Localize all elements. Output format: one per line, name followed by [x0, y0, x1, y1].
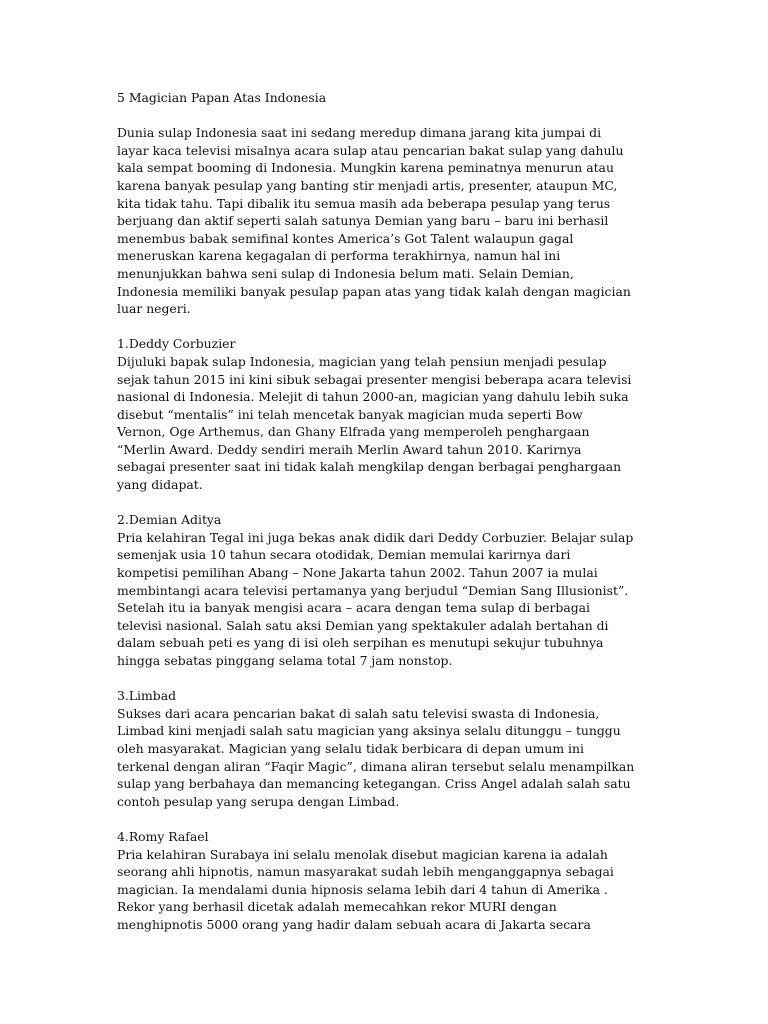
section-limbad [117, 687, 657, 810]
section-line: terkenal dengan aliran “Faqir Magic”, dimana aliran tersebut selalu menampilkan [117, 758, 635, 774]
intro-line: Indonesia memiliki banyak pesulap papan atas yang tidak kalah dengan magician [117, 283, 631, 299]
section-line: semenjak usia 10 tahun secara otodidak, Demian memulai karirnya dari [117, 547, 571, 563]
intro-line: luar negeri. [117, 301, 191, 317]
spacer [117, 107, 657, 125]
section-line: Sukses dari acara pencarian bakat di salah satu televisi swasta di Indonesia, [117, 705, 600, 721]
intro-paragraph [117, 124, 657, 318]
section-line: hingga sebatas pinggang selama total 7 jam nonstop. [117, 653, 453, 668]
intro-line: Dunia sulap Indonesia saat ini sedang meredup dimana jarang kita jumpai di [117, 125, 602, 141]
intro-line: menembus babak semifinal kontes America’s Got Talent walaupun gagal [117, 230, 574, 246]
intro-line: kala sempat booming di Indonesia. Mungkin karena peminatnya menurun atau [117, 160, 614, 176]
section-heading: 2.Demian Aditya [117, 512, 222, 528]
section-line: nasional di Indonesia. Melejit di tahun 2000-an, magician yang dahulu lebih suka [117, 389, 629, 405]
section-demian-aditya [117, 511, 657, 669]
section-line: dalam sebuah peti es yang di isi oleh serpihan es menutupi sekujur tubuhnya [117, 635, 604, 651]
section-romy-rafael [117, 828, 657, 934]
section-line: Pria kelahiran Tegal ini juga bekas anak didik dari Deddy Corbuzier. Belajar sulap [117, 529, 634, 545]
section-line: disebut “mentalis” ini telah mencetak banyak magician muda seperti Bow [117, 406, 583, 422]
section-line: sejak tahun 2015 ini kini sibuk sebagai presenter mengisi beberapa acara televisi [117, 371, 632, 387]
section-line: Rekor yang berhasil dicetak adalah memecahkan rekor MURI dengan [117, 899, 557, 915]
section-line: sebagai presenter saat ini tidak kalah mengkilap dengan berbagai penghargaan [117, 459, 622, 475]
section-line: “Merlin Award. Deddy sendiri meraih Merlin Award tahun 2010. Karirnya [117, 441, 582, 457]
intro-line: kita tidak tahu. Tapi dibalik itu semua masih ada beberapa pesulap yang terus [117, 195, 611, 211]
intro-line: berjuang dan aktif seperti salah satunya Demian yang baru – baru ini berhasil [117, 213, 609, 229]
section-line: Dijuluki bapak sulap Indonesia, magician yang telah pensiun menjadi pesulap [117, 353, 607, 369]
intro-line: menunjukkan bahwa seni sulap di Indonesia belum mati. Selain Demian, [117, 265, 574, 281]
spacer [117, 494, 657, 512]
section-line: yang didapat. [117, 477, 203, 493]
section-line: televisi nasional. Salah satu aksi Demian yang spektakuler adalah bertahan di [117, 617, 609, 633]
section-heading: 4.Romy Rafael [117, 828, 209, 844]
section-line: membintangi acara televisi pertamanya yang berjudul “Demian Sang Illusionist”. [117, 582, 629, 598]
section-line: kompetisi pemilihan Abang – None Jakarta tahun 2002. Tahun 2007 ia mulai [117, 565, 598, 581]
document-title: 5 Magician Papan Atas Indonesia [117, 90, 327, 105]
section-line: Vernon, Oge Arthemus, dan Ghany Elfrada yang memperoleh penghargaan [117, 424, 590, 440]
spacer [117, 318, 657, 336]
intro-line: meneruskan karena kegagalan di performa terakhirnya, namun hal ini [117, 248, 561, 264]
section-heading: 1.Deddy Corbuzier [117, 336, 236, 352]
section-deddy-corbuzier [117, 335, 657, 493]
spacer [117, 670, 657, 688]
spacer [117, 810, 657, 828]
section-line: sulap yang berbahaya dan memancing ketegangan. Criss Angel adalah salah satu [117, 776, 631, 792]
section-line: contoh pesulap yang serupa dengan Limbad. [117, 793, 400, 809]
section-heading: 3.Limbad [117, 688, 177, 704]
section-line: seorang ahli hipnotis, namun masyarakat sudah lebih menganggapnya sebagai [117, 864, 614, 880]
document-page [117, 89, 657, 934]
section-line: Setelah itu ia banyak mengisi acara – acara dengan tema sulap di berbagai [117, 600, 591, 616]
intro-line: layar kaca televisi misalnya acara sulap atau pencarian bakat sulap yang dahulu [117, 142, 624, 158]
section-line: Pria kelahiran Surabaya ini selalu menolak disebut magician karena ia adalah [117, 846, 608, 862]
section-line: menghipnotis 5000 orang yang hadir dalam sebuah acara di Jakarta secara [117, 916, 591, 932]
section-line: magician. Ia mendalami dunia hipnosis selama lebih dari 4 tahun di Amerika . [117, 881, 608, 897]
section-line: oleh masyarakat. Magician yang selalu tidak berbicara di depan umum ini [117, 740, 584, 756]
intro-line: karena banyak pesulap yang banting stir menjadi artis, presenter, ataupun MC, [117, 177, 618, 193]
section-line: Limbad kini menjadi salah satu magician yang aksinya selalu ditunggu – tunggu [117, 723, 621, 739]
